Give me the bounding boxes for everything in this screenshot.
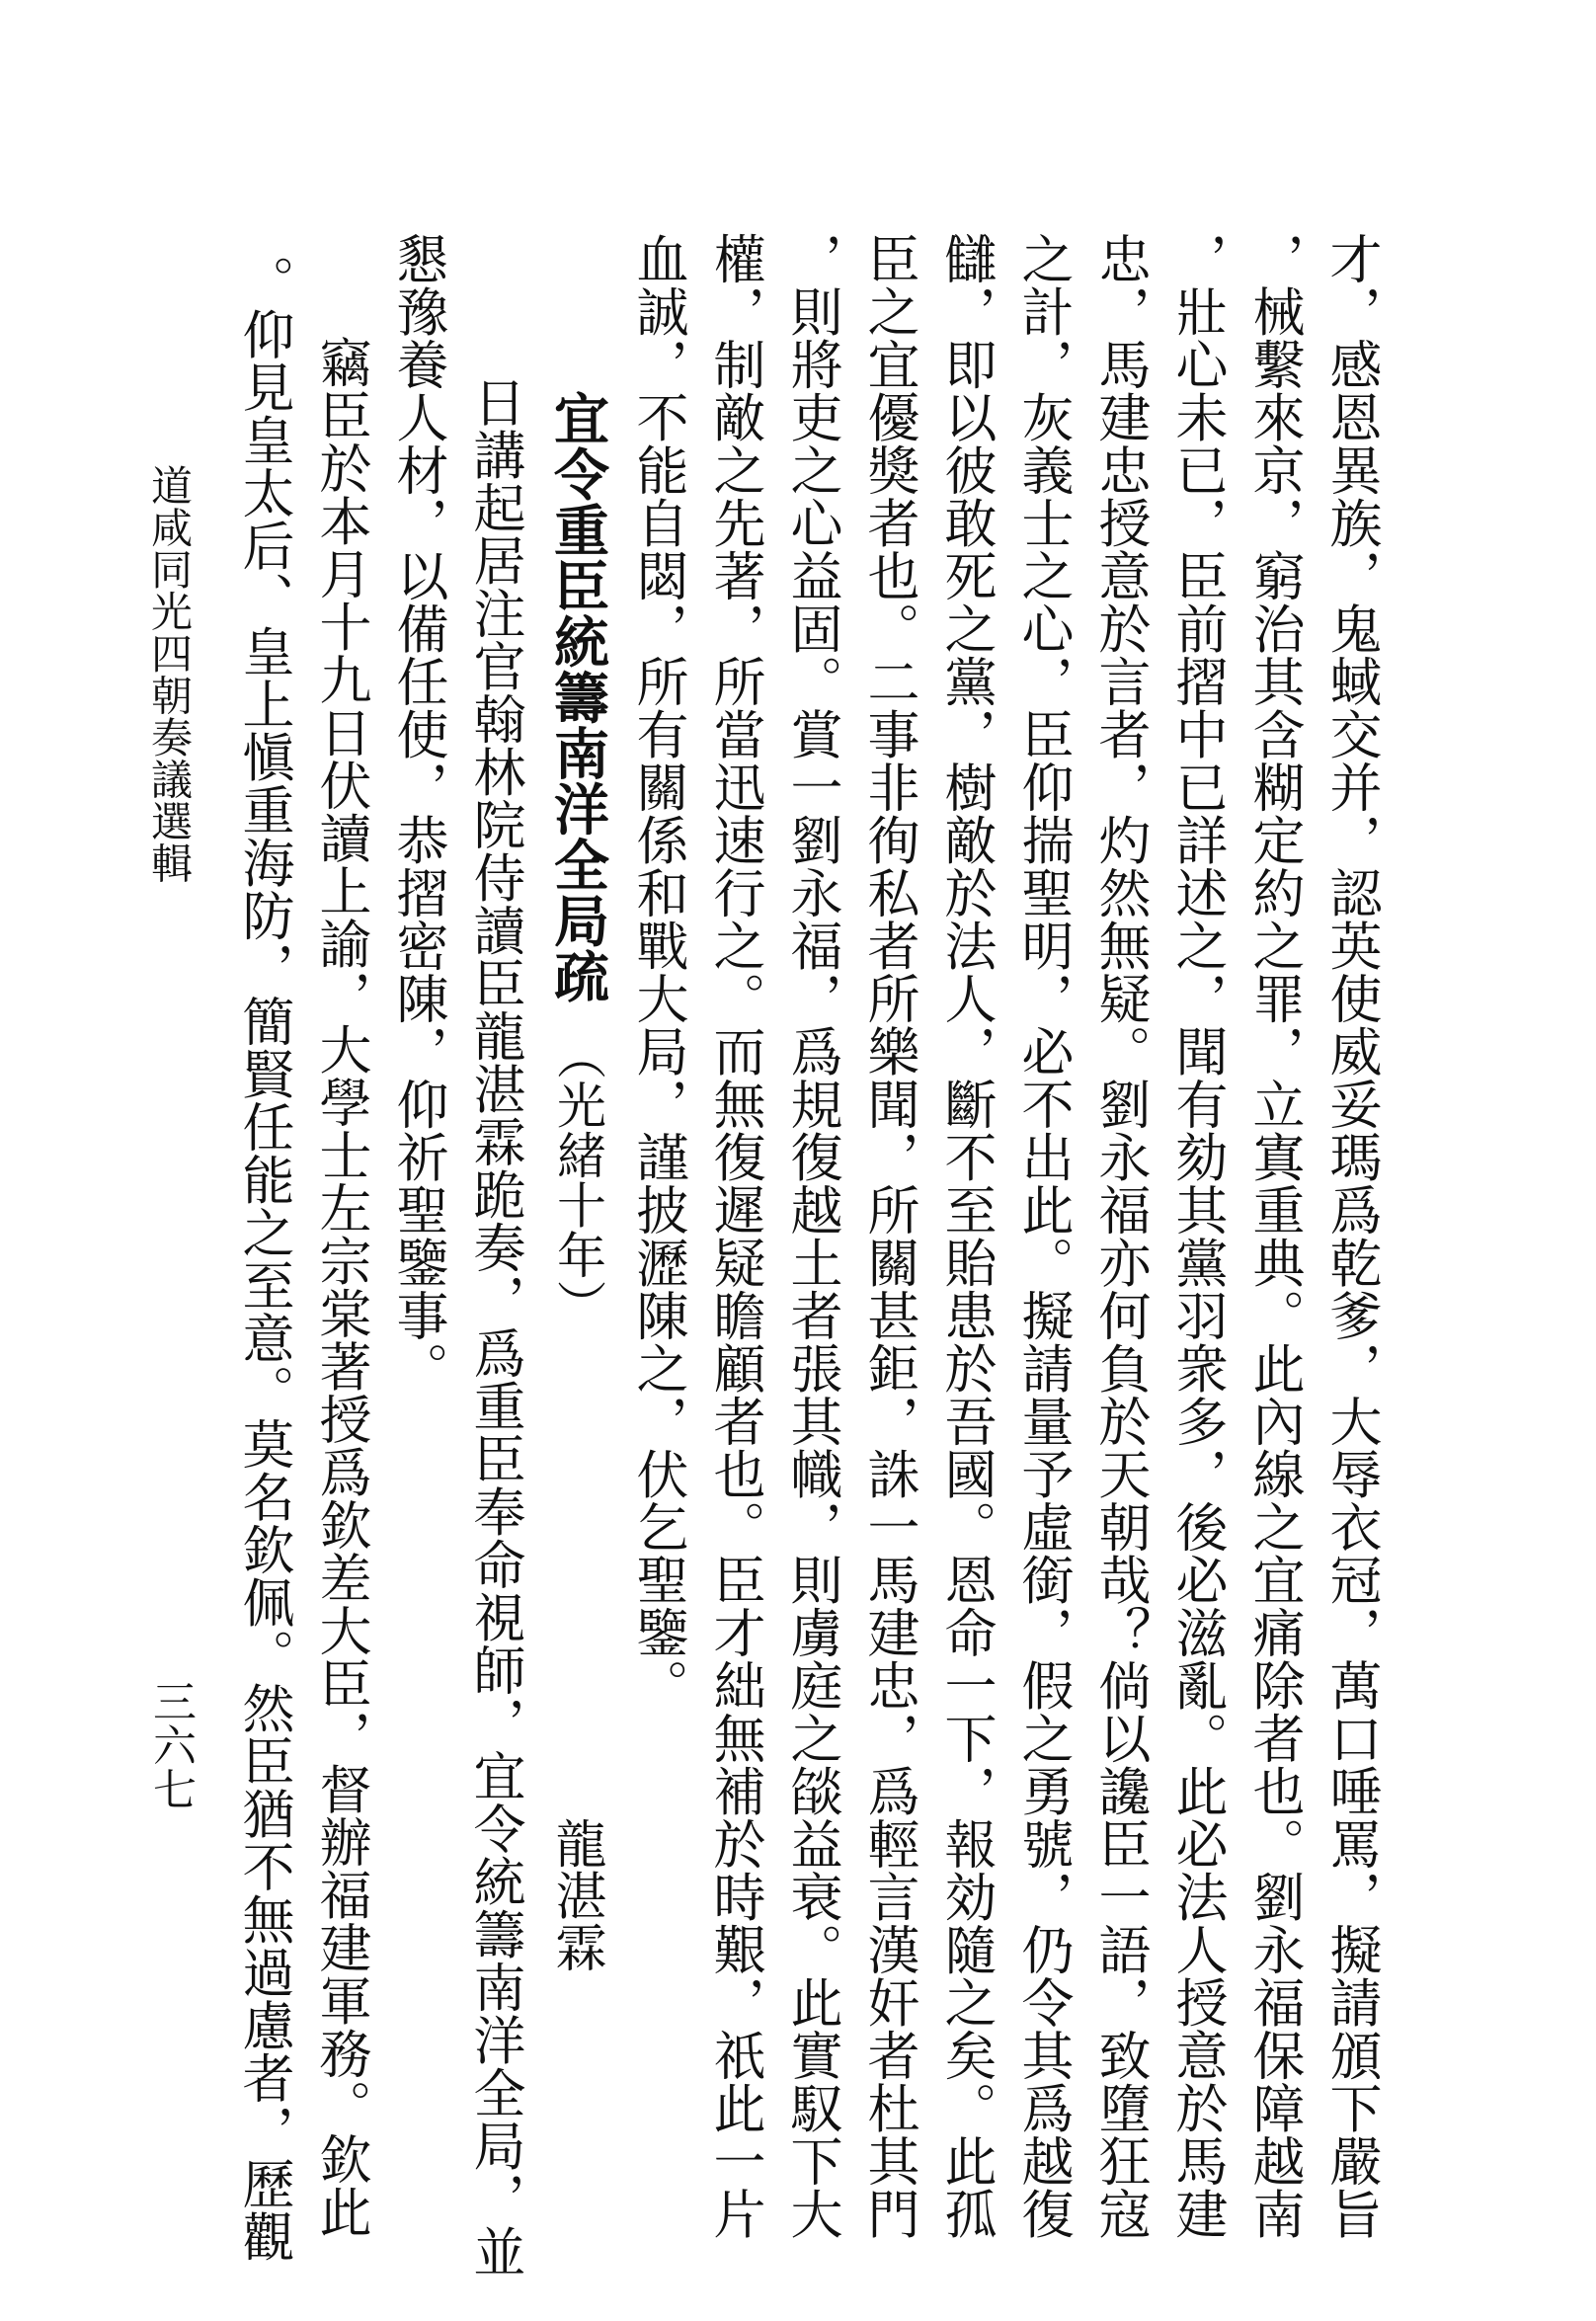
running-header: 道咸同光四朝奏議選輯 bbox=[145, 464, 194, 884]
text-column: ，則將吏之心益固。賞一劉永福，爲規復越土者張其幟，則虜庭之燄益衰。此實馭下大 bbox=[782, 232, 842, 2240]
page-number: 三六七 bbox=[145, 1679, 196, 1811]
text-column: ，壯心未已，臣前摺中已詳述之，聞有劾其黨羽衆多，後必滋亂。此必法人授意於馬建 bbox=[1167, 232, 1228, 2240]
text-column: 竊臣於本月十九日伏讀上諭，大學士左宗棠著授爲欽差大臣，督辦福建軍務。欽此 bbox=[311, 336, 371, 2238]
text-column: 血誠，不能自閟，所有關係和戰大局，謹披瀝陳之，伏乞聖鑒。 bbox=[628, 232, 688, 1712]
memorial-author: 龍湛霖 bbox=[546, 1817, 605, 1973]
text-column: ，械繫來京，窮治其含糊定約之罪，立寘重典。此內線之宜痛除者也。劉永福保障越南 bbox=[1244, 232, 1305, 2240]
text-column: 權，制敵之先著，所當迅速行之。而無復遲疑瞻顧者也。臣才絀無補於時艱，祇此一片 bbox=[705, 232, 765, 2240]
memorial-title: 宜令重臣統籌南洋全局疏 bbox=[545, 390, 610, 1004]
memorial-heading bbox=[545, 390, 610, 1329]
text-column: 讎，即以彼敢死之黨，樹敵於法人，斷不至貽患於吾國。恩命一下，報効隨之矣。此孤 bbox=[936, 232, 997, 2240]
text-column: 。仰見皇太后、皇上愼重海防，簡賢任能之至意。莫名欽佩。然臣猶不無過慮者，歷觀 bbox=[234, 255, 294, 2263]
text-column: 之計，灰義士之心，臣仰揣聖明，必不出此。擬請量予虛銜，假之勇號，仍令其爲越復 bbox=[1013, 232, 1074, 2240]
text-column: 忠，馬建忠授意於言者，灼然無疑。劉永福亦何負於天朝哉？倘以讒臣一語，致墮狂寇 bbox=[1090, 232, 1151, 2240]
text-column: 臣之宜優獎者也。二事非徇私者所樂聞，所關甚鉅，誅一馬建忠，爲輕言漢奸者杜其門 bbox=[859, 232, 919, 2240]
text-column: 懇豫養人材，以備任使，恭摺密陳，仰祈聖鑒事。 bbox=[388, 232, 448, 1395]
text-column: 日講起居注官翰林院侍讀臣龍湛霖跪奏，爲重臣奉命視師，宜令統籌南洋全局，並 bbox=[465, 375, 525, 2278]
text-column: 才，感恩異族，鬼蜮交并，認英使威妥瑪爲乾爹，大辱衣冠，萬口唾罵，擬請頒下嚴旨 bbox=[1321, 232, 1382, 2240]
memorial-date: （光緒十年） bbox=[549, 1029, 606, 1329]
